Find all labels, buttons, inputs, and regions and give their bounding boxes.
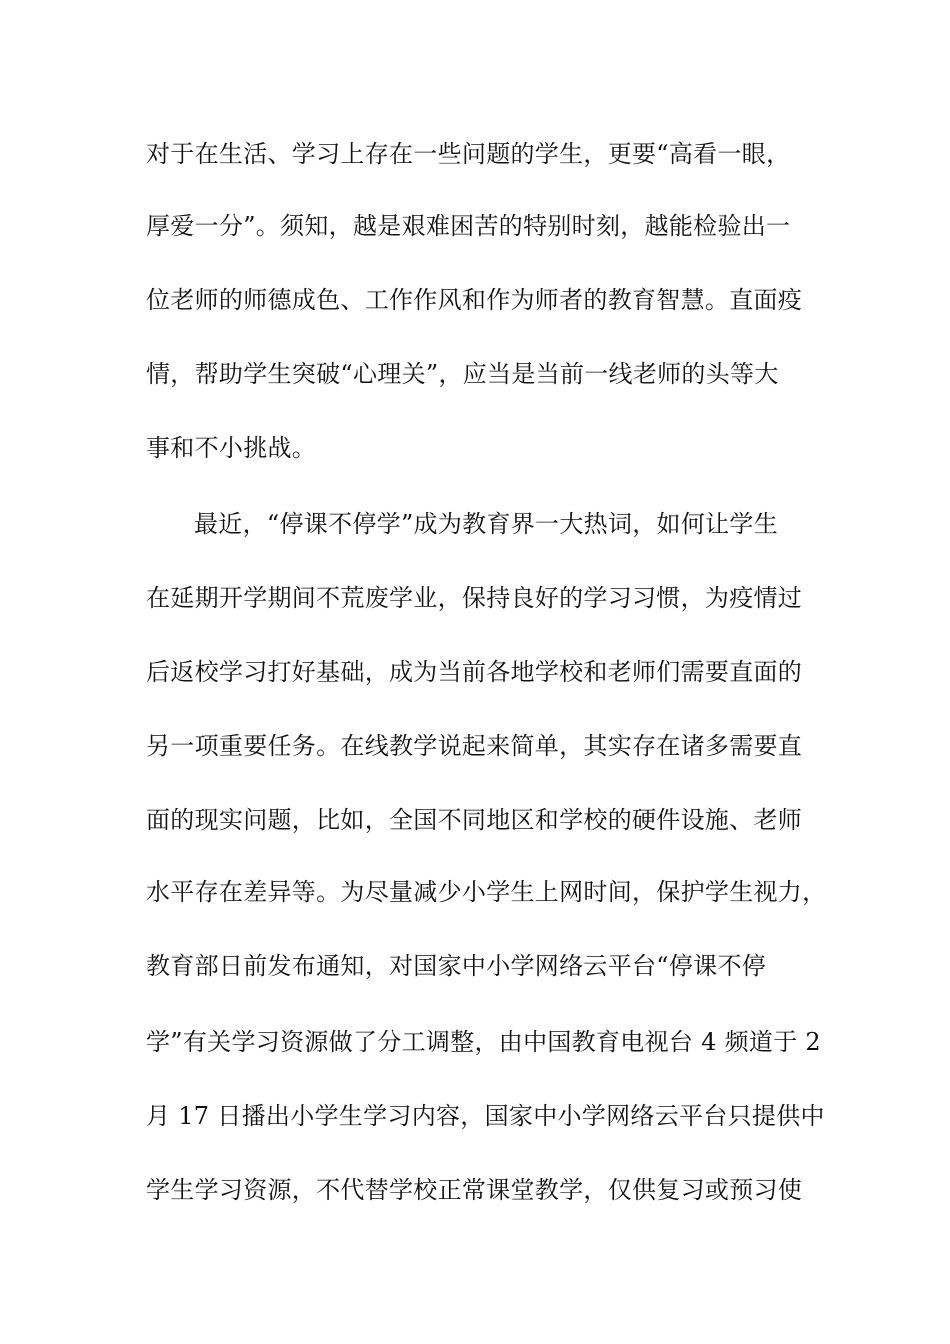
paragraph-2-line-6: 水平存在差异等。为尽量减少小学生上网时间，保护学生视力， [146, 878, 827, 906]
paragraph-2-line-8: 学”有关学习资源做了分工调整，由中国教育电视台 4 频道于 2 [146, 1028, 821, 1056]
paragraph-2-line-2: 在延期开学期间不荒废学业，保持良好的学习习惯，为疫情过 [146, 584, 803, 612]
paragraph-1-line-4: 情，帮助学生突破“心理关”，应当是当前一线老师的头等大 [146, 360, 779, 388]
paragraph-2-line-9: 月 17 日播出小学生学习内容，国家中小学网络云平台只提供中 [146, 1102, 825, 1130]
paragraph-1-line-3: 位老师的师德成色、工作作风和作为师者的教育智慧。直面疫 [146, 286, 803, 314]
paragraph-2-line-10: 学生学习资源，不代替学校正常课堂教学，仅供复习或预习使 [146, 1176, 803, 1204]
paragraph-1-line-5: 事和不小挑战。 [146, 434, 317, 462]
paragraph-2-line-7: 教育部日前发布通知，对国家中小学网络云平台“停课不停 [146, 952, 767, 980]
paragraph-2-line-4: 另一项重要任务。在线教学说起来简单，其实存在诸多需要直 [146, 732, 803, 760]
paragraph-2-line-3: 后返校学习打好基础，成为当前各地学校和老师们需要直面的 [146, 658, 803, 686]
paragraph-2-line-5: 面的现实问题，比如，全国不同地区和学校的硬件设施、老师 [146, 806, 803, 834]
paragraph-2-line-1: 最近，“停课不停学”成为教育界一大热词，如何让学生 [194, 510, 779, 538]
paragraph-1-line-1: 对于在生活、学习上存在一些问题的学生，更要“高看一眼， [146, 140, 791, 168]
paragraph-1-line-2: 厚爱一分”。须知，越是艰难困苦的特别时刻，越能检验出一 [146, 212, 791, 240]
